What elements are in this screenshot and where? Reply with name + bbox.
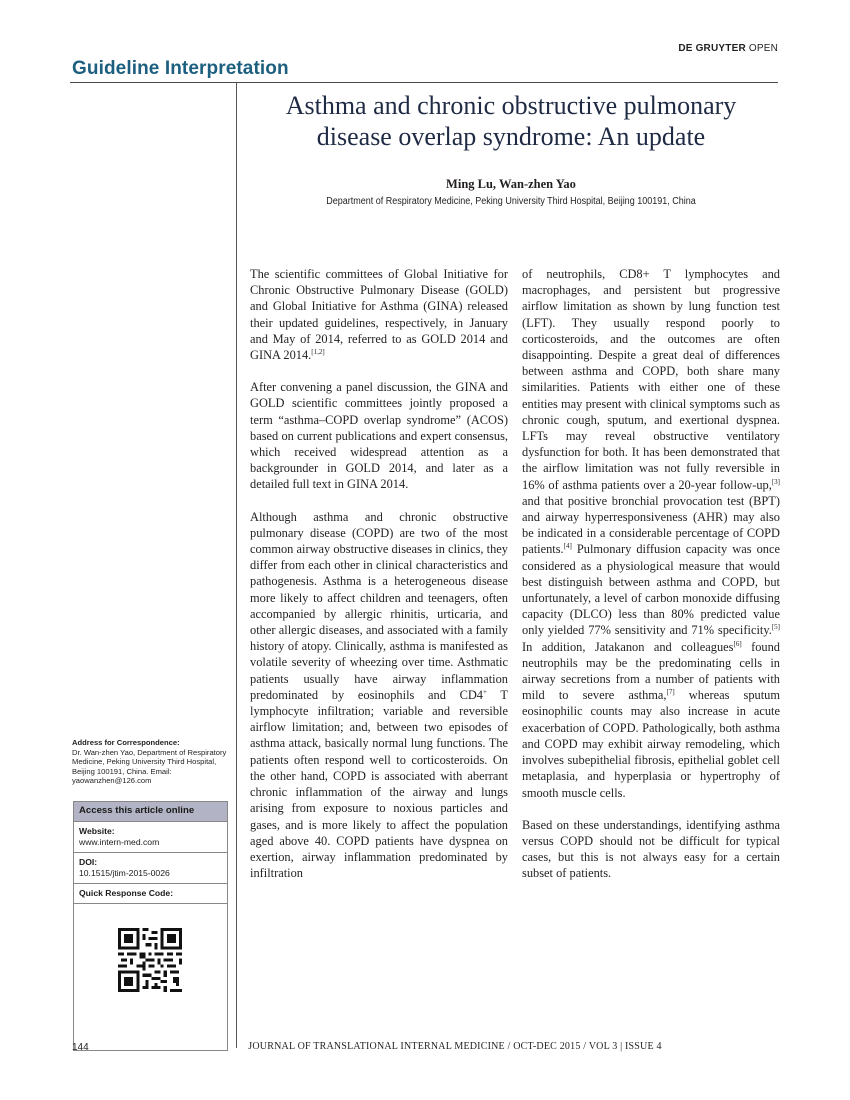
affiliation: Department of Respiratory Medicine, Peking University Third Hospital, Beijing 100191, China [326,196,696,207]
correspondence-heading: Address for Correspondence: [72,738,180,747]
publisher-logo [678,43,778,54]
header-divider [70,82,778,83]
body-column-right [522,266,780,898]
website-row [74,822,227,853]
citation-ref[interactable]: [6] [733,639,742,648]
publisher-suffix: OPEN [748,43,778,54]
authors: Ming Lu, Wan-zhen Yao [446,177,576,191]
citation-ref[interactable]: [1,2] [311,347,325,356]
doi-link[interactable]: 10.1515/jtim-2015-0026 [79,868,170,878]
correspondence-block [72,738,232,786]
qr-row [74,884,227,904]
paragraph: The scientific committees of Global Initiative for Chronic Obstructive Pulmonary Disease (GOLD) and Global Initiative for Asthma (GINA) released their updated guidelines, respectively, in January and May of 2014, referred to as GOLD 2014 and GINA 2014.[1,2] [250,267,508,363]
page-number: 144 [72,1042,89,1053]
qr-label: Quick Response Code: [79,888,174,898]
paragraph: Although asthma and chronic obstructive pulmonary disease (COPD) are two of the most common airway obstructive diseases in clinics, they differ from each other in clinical characteristics and pathogenesis. Asthma is a heterogeneous disease more likely to affect children and teenagers, often accompanied by allergic rhinitis, urticaria, and other allergic diseases, and associated with a family history of atopy. Clinically, asthma is manifested as volatile severity of wheezing over time. Asthmatic patients usually have airway inflammation predominated by eosinophils and CD4+ T lymphocyte infiltration; variable and reversible airflow limitation; and, between two episodes of asthma attack, basically normal lung functions. The patients often respond well to corticosteroids. On the other hand, COPD is associated with aberrant chronic inflammation of the airway and lungs arising from exposure to noxious particles and gases, and is more likely to affect the population aged above 40. COPD patients have dyspnea on exertion, airway inflammation predominated by infiltration [250,509,508,881]
article-title [246,90,776,152]
citation-ref[interactable]: [5] [771,623,780,632]
website-label: Website: [79,826,115,836]
doi-row [74,853,227,884]
body-column-left [250,266,508,897]
journal-footer: JOURNAL OF TRANSLATIONAL INTERNAL MEDICINE / OCT-DEC 2015 / VOL 3 | ISSUE 4 [248,1041,662,1052]
publisher-name: DE GRUYTER [678,43,746,54]
citation-ref[interactable]: [7] [666,688,675,697]
paragraph: of neutrophils, CD8+ T lymphocytes and macrophages, and persistent but progressive airflow limitation as shown by lung function test (LFT). They usually respond poorly to corticosteroids, and the outcomes are often disappointing. Despite a great deal of differences between asthma and COPD, both share many similarities. Patients with either one of these entities may present with clinical symptoms such as chronic cough, sputum, and exertional dyspnea. LFTs may reveal obstructive ventilatory dysfunction for both. It has been demonstrated that the airflow limitation was not fully reversible in 16% of asthma patients over a 20-year follow-up,[3] and that positive bronchial provocation test (BPT) and airway hyperresponsiveness (AHR) may also be indicated in a considerable percentage of COPD patients.[4] Pulmonary diffusion capacity was once considered as a physiological measure that would best distinguish between asthma and COPD, but unfortunately, a level of carbon monoxide diffusing capacity (DLCO) less than 80% predicted value only yielded 77% sensitivity and 71% specificity.[5] In addition, Jatakanon and colleagues[6] found neutrophils may be the predominating cells in airway secretions from a number of patients with mild to severe asthma,[7] whereas sputum eosinophilic counts may also increase in acute exacerbation of COPD. Pathologically, both asthma and COPD may exhibit airway remodeling, which involves subepithelial fibrosis, epithelial goblet cell metaplasia, and hyperplasia or hypertrophy of smooth muscle cells. [522,267,780,800]
citation-ref[interactable]: [4] [563,542,572,551]
paragraph: Based on these understandings, identifying asthma versus COPD should not be difficult for typical cases, but this is not always easy for a certain subset of patients. [522,817,780,881]
title-line-1: Asthma and chronic obstructive pulmonary [285,91,737,120]
title-line-2: disease overlap syndrome: An update [316,122,706,151]
column-divider [236,82,237,1048]
citation-ref[interactable]: [3] [771,477,780,486]
qr-area [74,904,227,1054]
qr-code-icon[interactable] [118,928,182,992]
correspondence-text: Dr. Wan-zhen Yao, Department of Respiratory Medicine, Peking University Third Hospital, Beijing 100191, China. Email: yaowanzhen@126.com [72,747,227,786]
access-online-box [73,801,228,1051]
website-link[interactable]: www.intern-med.com [79,837,160,847]
section-heading: Guideline Interpretation [72,58,289,79]
access-heading: Access this article online [74,802,227,822]
paragraph: After convening a panel discussion, the GINA and GOLD scientific committees jointly proposed a term “asthma–COPD overlap syndrome” (ACOS) based on current publications and expert consensus, which received widespread attention as a backgrounder in GOLD 2014, and later as a detailed full text in GINA 2014. [250,380,508,492]
doi-label: DOI: [79,857,98,867]
